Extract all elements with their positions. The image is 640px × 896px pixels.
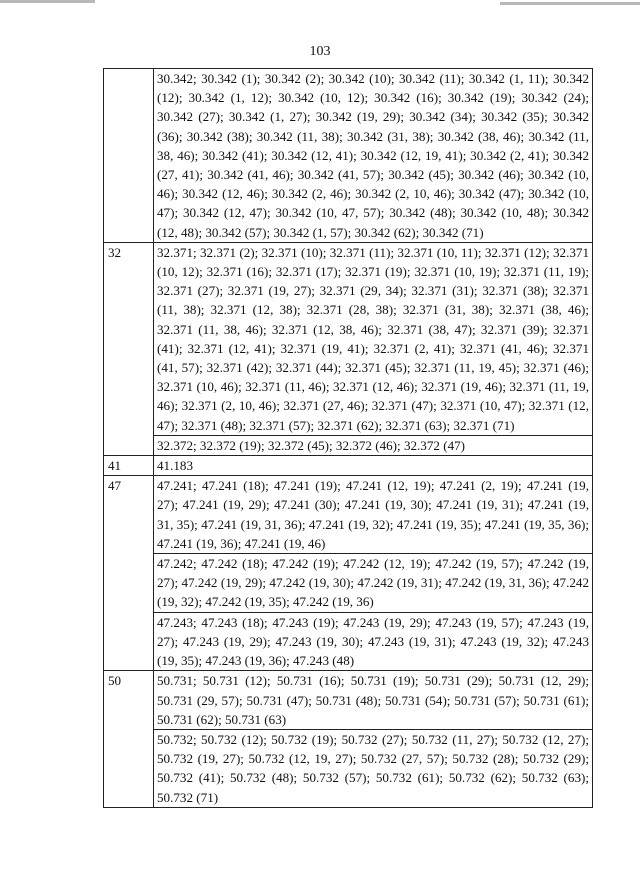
scan-artifact-left <box>0 0 95 3</box>
entry-list: 41.183 <box>154 456 593 476</box>
scan-artifact-right <box>500 2 640 5</box>
table-row <box>104 554 593 613</box>
entry-list: 30.342; 30.342 (1); 30.342 (2); 30.342 (10); 30.342 (11); 30.342 (1, 11); 30.342 (12); 30.342 (1, 12); 30.342 (10, 12); 30.342 (16); 30.342 (19); 30.342 (24); 30.342 (27); 30.342 (1, 27); 30.342 (19, 29); 30.342 (34); 30.342 (35); 30.342 (36); 30.342 (38); 30.342 (11, 38); 30.342 (31, 38); 30.342 (38, 46); 30.342 (11, 38, 46); 30.342 (41); 30.342 (12, 41); 30.342 (12, 19, 41); 30.342 (2, 41); 30.342 (27, 41); 30.342 (41, 46); 30.342 (41, 57); 30.342 (45); 30.342 (46); 30.342 (10, 46); 30.342 (12, 46); 30.342 (2, 46); 30.342 (2, 10, 46); 30.342 (47); 30.342 (10, 47); 30.342 (12, 47); 30.342 (10, 47, 57); 30.342 (48); 30.342 (10, 48); 30.342 (12, 48); 30.342 (57); 30.342 (1, 57); 30.342 (62); 30.342 (71) <box>154 69 593 243</box>
entry-list: 47.241; 47.241 (18); 47.241 (19); 47.241 (12, 19); 47.241 (2, 19); 47.241 (19, 27); 47.241 (19, 29); 47.241 (30); 47.241 (19, 30); 47.241 (19, 31); 47.241 (19, 31, 35); 47.241 (19, 31, 36); 47.241 (19, 32); 47.241 (19, 35); 47.241 (19, 35, 36); 47.241 (19, 36); 47.241 (19, 46) <box>154 476 593 554</box>
table-row <box>104 729 593 807</box>
entry-list: 50.731; 50.731 (12); 50.731 (16); 50.731 (19); 50.731 (29); 50.731 (12, 29); 50.731 (29, 57); 50.731 (47); 50.731 (48); 50.731 (54); 50.731 (57); 50.731 (61); 50.731 (62); 50.731 (63) <box>154 671 593 730</box>
entry-list: 32.372; 32.372 (19); 32.372 (45); 32.372 (46); 32.372 (47) <box>154 435 593 455</box>
table-row <box>104 242 593 435</box>
table-row <box>104 69 593 243</box>
entry-list: 50.732; 50.732 (12); 50.732 (19); 50.732 (27); 50.732 (11, 27); 50.732 (12, 27); 50.732 (19, 27); 50.732 (12, 19, 27); 50.732 (27, 57); 50.732 (28); 50.732 (29); 50.732 (41); 50.732 (48); 50.732 (57); 50.732 (61); 50.732 (62); 50.732 (63); 50.732 (71) <box>154 729 593 807</box>
entry-list: 32.371; 32.371 (2); 32.371 (10); 32.371 (11); 32.371 (10, 11); 32.371 (12); 32.371 (10, 12); 32.371 (16); 32.371 (17); 32.371 (19); 32.371 (10, 19); 32.371 (11, 19); 32.371 (27); 32.371 (19, 27); 32.371 (29, 34); 32.371 (31); 32.371 (38); 32.371 (11, 38); 32.371 (12, 38); 32.371 (28, 38); 32.371 (31, 38); 32.371 (38, 46); 32.371 (11, 38, 46); 32.371 (12, 38, 46); 32.371 (38, 47); 32.371 (39); 32.371 (41); 32.371 (12, 41); 32.371 (19, 41); 32.371 (2, 41); 32.371 (41, 46); 32.371 (41, 57); 32.371 (42); 32.371 (44); 32.371 (45); 32.371 (11, 19, 45); 32.371 (46); 32.371 (10, 46); 32.371 (11, 46); 32.371 (12, 46); 32.371 (19, 46); 32.371 (11, 19, 46); 32.371 (2, 10, 46); 32.371 (27, 46); 32.371 (47); 32.371 (10, 47); 32.371 (12, 47); 32.371 (48); 32.371 (57); 32.371 (62); 32.371 (63); 32.371 (71) <box>154 242 593 435</box>
row-code: 32 <box>104 242 154 455</box>
table-row <box>104 435 593 455</box>
table-row <box>104 612 593 671</box>
row-code: 47 <box>104 476 154 671</box>
table-row <box>104 456 593 476</box>
row-code <box>104 69 154 243</box>
table-row <box>104 671 593 730</box>
row-code: 41 <box>104 456 154 476</box>
entry-list: 47.242; 47.242 (18); 47.242 (19); 47.242 (12, 19); 47.242 (19, 57); 47.242 (19, 27); 47.242 (19, 29); 47.242 (19, 30); 47.242 (19, 31); 47.242 (19, 31, 36); 47.242 (19, 32); 47.242 (19, 35); 47.242 (19, 36) <box>154 554 593 613</box>
entry-list: 47.243; 47.243 (18); 47.243 (19); 47.243 (19, 29); 47.243 (19, 57); 47.243 (19, 27); 47.243 (19, 29); 47.243 (19, 30); 47.243 (19, 31); 47.243 (19, 32); 47.243 (19, 35); 47.243 (19, 36); 47.243 (48) <box>154 612 593 671</box>
table-body <box>104 69 593 808</box>
classification-table <box>103 68 593 808</box>
row-code: 50 <box>104 671 154 807</box>
page-number: 103 <box>309 44 331 59</box>
table-row <box>104 476 593 554</box>
